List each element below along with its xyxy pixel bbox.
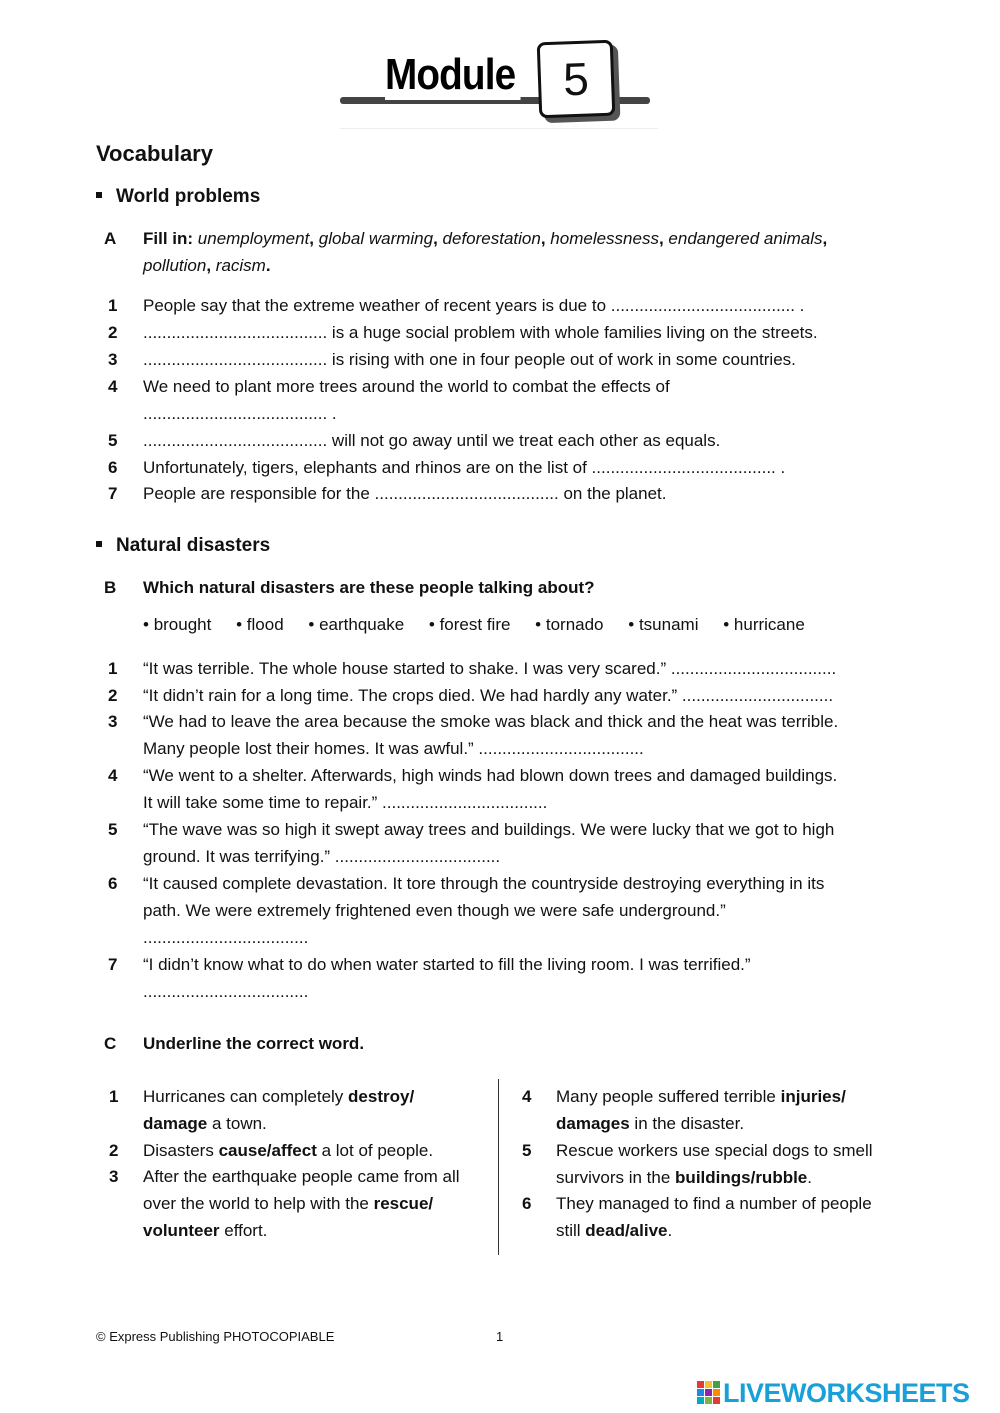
bullet-square-icon (96, 541, 102, 547)
exercise-c-instruction: Underline the correct word. (143, 1034, 365, 1053)
word-option: • brought (143, 615, 212, 634)
section-heading-vocabulary: Vocabulary (96, 141, 213, 166)
module-title: Module (385, 50, 521, 100)
column-divider (498, 1079, 499, 1255)
module-number-box: 5 (537, 40, 616, 119)
word-option: • earthquake (308, 615, 405, 634)
bullet-square-icon (96, 192, 102, 198)
liveworksheets-logo-icon (697, 1381, 719, 1405)
exercise-letter-a: A (104, 229, 117, 248)
exercise-b-instruction: Which natural disasters are these people talking about? (143, 578, 595, 597)
liveworksheets-wordmark: LIVEWORKSHEETS (723, 1377, 970, 1408)
footer-copyright: © Express Publishing PHOTOCOPIABLE (96, 1329, 335, 1344)
word-bank (143, 615, 825, 635)
exercise-letter-b: B (104, 578, 117, 597)
page-number: 1 (496, 1329, 504, 1344)
liveworksheets-watermark[interactable] (697, 1378, 970, 1408)
word-option: • hurricane (723, 615, 805, 634)
word-option: • forest fire (428, 615, 511, 634)
exercise-a-instruction: Fill in: unemployment, global warming, deforestation, homelessness, endangered animals, pollution, racism. (143, 229, 828, 275)
header-underline (340, 128, 658, 129)
word-option: • tsunami (628, 615, 699, 634)
exercise-letter-c: C (104, 1034, 117, 1053)
choice-word[interactable]: dead/alive (585, 1221, 668, 1240)
choice-word[interactable]: volunteer (143, 1221, 220, 1240)
subheading-natural-disasters: Natural disasters (96, 535, 270, 557)
choice-word[interactable]: buildings/rubble (675, 1168, 808, 1187)
choice-word[interactable]: damages (556, 1114, 630, 1133)
choice-word[interactable]: injuries/ (780, 1087, 846, 1106)
subheading-world-problems: World problems (96, 186, 260, 208)
choice-word[interactable]: destroy/ (348, 1087, 415, 1106)
word-option: • flood (236, 615, 284, 634)
choice-word[interactable]: rescue/ (373, 1194, 434, 1213)
choice-word[interactable]: damage (143, 1114, 208, 1133)
word-option: • tornado (535, 615, 604, 634)
choice-word[interactable]: cause/affect (218, 1141, 317, 1160)
